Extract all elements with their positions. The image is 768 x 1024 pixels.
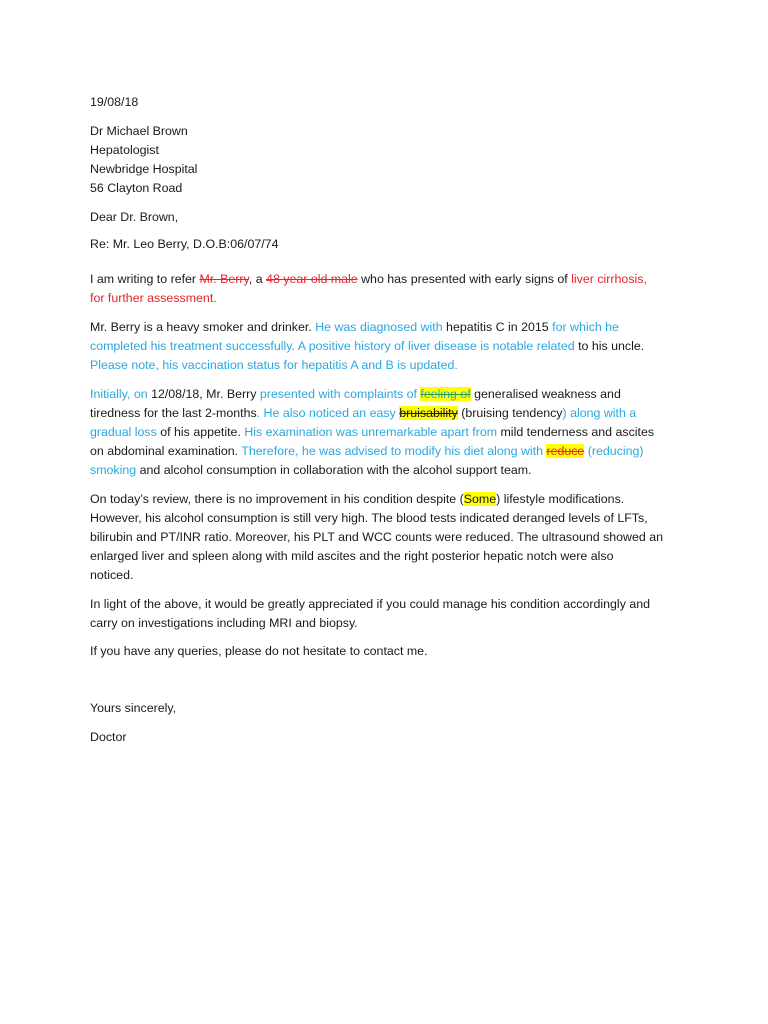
paragraph-4-line-2: However, his alcohol consumption is still very high. The blood tests indicated deranged levels of LFTs, [90, 511, 648, 525]
paragraph-3-line-2 [90, 405, 636, 421]
text-run: generalised weakness and [470, 387, 621, 401]
suggestion-text: ) along with a [562, 406, 637, 420]
paragraph-4-line-1 [90, 491, 624, 507]
text-run: and alcohol consumption in collaboration with the alcohol support team. [136, 463, 532, 477]
letter-date: 19/08/18 [90, 95, 139, 109]
deleted-text: Mr. Berry [199, 272, 249, 286]
paragraph-1-line-1 [90, 271, 647, 287]
text-run: On today’s review, there is no improvement in his condition despite ( [90, 492, 464, 506]
paragraph-2-line-2 [90, 338, 644, 354]
suggestion-text: (reducing) [584, 444, 644, 458]
suggestion-text: Initially, on [90, 387, 148, 401]
paragraph-1-line-2: for further assessment. [90, 291, 217, 305]
text-run: of his appetite. [156, 425, 245, 439]
suggestion-text: . He also noticed an easy [256, 406, 400, 420]
paragraph-4-line-4: enlarged liver and spleen along with mild ascites and the right posterior hepatic notch were also [90, 549, 614, 563]
recipient-title: Hepatologist [90, 143, 159, 157]
text-run: mild tenderness and ascites [497, 425, 655, 439]
text-run: to his uncle. [574, 339, 645, 353]
paragraph-5-line-2: carry on investigations including MRI and biopsy. [90, 616, 358, 630]
paragraph-2-line-3: Please note, his vaccination status for hepatitis A and B is updated. [90, 358, 458, 372]
text-run: on abdominal examination. [90, 444, 242, 458]
paragraph-6: If you have any queries, please do not hesitate to contact me. [90, 644, 428, 658]
paragraph-2-line-1 [90, 319, 619, 335]
signature: Doctor [90, 730, 127, 744]
text-run: I am writing to refer [90, 272, 200, 286]
paragraph-5-line-1: In light of the above, it would be greatly appreciated if you could manage his condition accordingly and [90, 597, 650, 611]
text-run: 12/08/18, Mr. Berry [147, 387, 260, 401]
paragraph-4-line-5: noticed. [90, 568, 134, 582]
re-line: Re: Mr. Leo Berry, D.O.B:06/07/74 [90, 237, 279, 251]
recipient-address: 56 Clayton Road [90, 181, 183, 195]
text-run: (bruising tendency [457, 406, 563, 420]
text-run: , a [248, 272, 267, 286]
text-run: tiredness for the last 2-months [90, 406, 257, 420]
highlighted-deleted-text: reduce [546, 444, 585, 458]
suggestion-text: for which he [552, 320, 619, 334]
salutation: Dear Dr. Brown, [90, 210, 179, 224]
text-run: who has presented with early signs of [357, 272, 572, 286]
highlighted-text: Some [463, 492, 497, 506]
suggestion-text: His examination was unremarkable apart from [244, 425, 498, 439]
suggestion-text: completed his treatment successfully. A positive history of liver disease is notable related [90, 339, 575, 353]
highlighted-deleted-text: bruisability [399, 406, 458, 420]
deleted-text: 48 year old male [266, 272, 358, 286]
recipient-hospital: Newbridge Hospital [90, 162, 198, 176]
text-run: ) lifestyle modifications. [496, 492, 625, 506]
paragraph-3-line-1 [90, 386, 621, 402]
suggestion-text: gradual loss [90, 425, 157, 439]
suggestion-text: presented with complaints of [259, 387, 421, 401]
text-run: hepatitis C in 2015 [442, 320, 553, 334]
text-run: Mr. Berry is a heavy smoker and drinker. [90, 320, 316, 334]
correction-text: liver cirrhosis, [571, 272, 647, 286]
suggestion-text: Therefore, he was advised to modify his diet along with [241, 444, 547, 458]
highlighted-deleted-text: feeling of [420, 387, 471, 401]
recipient-name: Dr Michael Brown [90, 124, 188, 138]
closing: Yours sincerely, [90, 701, 177, 715]
suggestion-text: smoking [90, 463, 137, 477]
paragraph-3-line-3 [90, 424, 654, 440]
paragraph-3-line-5 [90, 462, 532, 478]
paragraph-3-line-4 [90, 443, 644, 459]
suggestion-text: He was diagnosed with [315, 320, 443, 334]
paragraph-4-line-3: bilirubin and PT/INR ratio. Moreover, his PLT and WCC counts were reduced. The ultrasound showed an [90, 530, 664, 544]
